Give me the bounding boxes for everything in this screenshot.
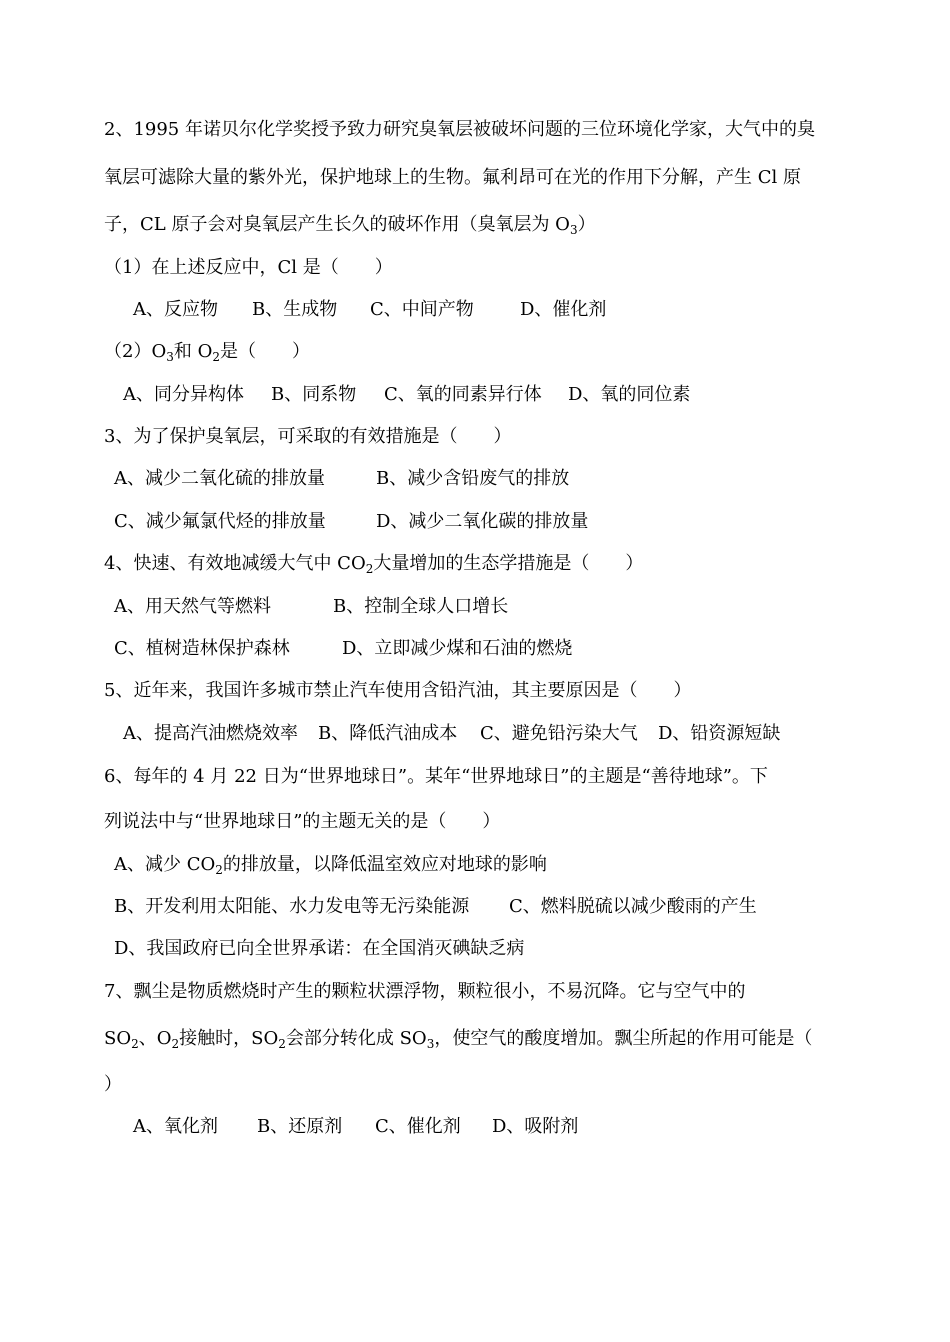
- q2-stem-text: ）: [577, 214, 596, 235]
- q7-stem-text: SO: [104, 1028, 132, 1049]
- q2-sub2-question: [104, 343, 310, 363]
- q7-stem-text: 接触时，SO: [179, 1028, 279, 1049]
- q6-option-b: B、开发利用太阳能、水力发电等无污染能源: [114, 896, 470, 917]
- q2-sub2-option-a: A、同分异构体: [123, 384, 244, 405]
- q6-option-a: [114, 856, 547, 876]
- q7-stem-line-1: 7、飘尘是物质燃烧时产生的颗粒状漂浮物，颗粒很小，不易沉降。它与空气中的: [104, 981, 746, 1002]
- q2-sub2-text: 和 O: [173, 341, 213, 362]
- q6-option-d: D、我国政府已向全世界承诺：在全国消灭碘缺乏病: [114, 938, 525, 959]
- q5-option-a: A、提高汽油燃烧效率: [123, 723, 298, 744]
- subscript: 2: [131, 1037, 139, 1051]
- q2-stem-line-1: 2、1995 年诺贝尔化学奖授予致力研究臭氧层被破坏问题的三位环境化学家，大气中的臭: [104, 119, 815, 140]
- q2-sub2-text: （2）O: [104, 341, 167, 362]
- q2-sub2-option-b: B、同系物: [271, 384, 357, 405]
- q2-sub2-option-d: D、氧的同位素: [568, 384, 691, 405]
- q7-stem-text: ，使空气的酸度增加。飘尘所起的作用可能是（: [434, 1028, 813, 1049]
- q7-option-b: B、还原剂: [257, 1116, 343, 1137]
- q2-stem-text: 子，CL 原子会对臭氧层产生长久的破坏作用（臭氧层为 O: [104, 214, 570, 235]
- q2-sub1-option-c: C、中间产物: [370, 299, 474, 320]
- subscript: 2: [215, 863, 223, 877]
- q4-option-b: B、控制全球人口增长: [333, 596, 509, 617]
- q3-option-d: D、减少二氧化碳的排放量: [376, 511, 589, 532]
- q2-sub1-question: （1）在上述反应中，Cl 是（ ）: [104, 257, 393, 278]
- q2-sub1-option-a: A、反应物: [133, 299, 218, 320]
- q4-option-c: C、植树造林保护森林: [114, 638, 290, 659]
- q6-option-a-text: A、减少 CO: [114, 854, 216, 875]
- q5-stem: 5、近年来，我国许多城市禁止汽车使用含铅汽油，其主要原因是（ ）: [104, 680, 692, 701]
- subscript: 3: [426, 1037, 435, 1051]
- q7-option-d: D、吸附剂: [492, 1116, 579, 1137]
- q6-stem-line-1: 6、每年的 4 月 22 日为“世界地球日”。某年“世界地球日”的主题是“善待地球”。下: [104, 766, 768, 787]
- q7-stem-text: 会部分转化成 SO: [285, 1028, 427, 1049]
- q7-option-c: C、催化剂: [375, 1116, 461, 1137]
- q2-stem-line-3: [104, 216, 596, 236]
- q7-stem-line-3: ）: [104, 1074, 122, 1095]
- subscript: 2: [171, 1037, 180, 1051]
- q3-option-c: C、减少氟氯代烃的排放量: [114, 511, 326, 532]
- q2-sub2-option-c: C、氧的同素异行体: [384, 384, 542, 405]
- q5-option-c: C、避免铅污染大气: [480, 723, 638, 744]
- subscript: 3: [569, 223, 578, 237]
- subscript: 2: [278, 1037, 286, 1051]
- q2-stem-line-2: 氧层可滤除大量的紫外光，保护地球上的生物。氟利昂可在光的作用下分解，产生 Cl 原: [104, 167, 801, 188]
- subscript: 2: [365, 562, 374, 576]
- q4-stem-text: 4、快速、有效地减缓大气中 CO: [104, 553, 366, 574]
- q6-option-a-text: 的排放量，以降低温室效应对地球的影响: [222, 854, 547, 875]
- q4-stem: [104, 555, 643, 575]
- q2-sub2-text: 是（ ）: [219, 341, 310, 362]
- q5-option-d: D、铅资源短缺: [658, 723, 781, 744]
- q2-sub1-option-d: D、催化剂: [520, 299, 607, 320]
- q7-stem-line-2: [104, 1030, 812, 1050]
- q6-option-c: C、燃料脱硫以减少酸雨的产生: [509, 896, 757, 917]
- q3-option-b: B、减少含铅废气的排放: [376, 468, 570, 489]
- q4-stem-text: 大量增加的生态学措施是（ ）: [373, 553, 644, 574]
- q3-stem: 3、为了保护臭氧层，可采取的有效措施是（ ）: [104, 426, 512, 447]
- q2-sub1-option-b: B、生成物: [252, 299, 338, 320]
- q4-option-a: A、用天然气等燃料: [114, 596, 271, 617]
- q7-stem-text: 、O: [138, 1028, 172, 1049]
- q7-option-a: A、氧化剂: [133, 1116, 218, 1137]
- subscript: 3: [166, 350, 174, 364]
- q6-stem-line-2: 列说法中与“世界地球日”的主题无关的是（ ）: [104, 811, 501, 832]
- q5-option-b: B、降低汽油成本: [318, 723, 458, 744]
- q3-option-a: A、减少二氧化硫的排放量: [114, 468, 325, 489]
- q4-option-d: D、立即减少煤和石油的燃烧: [342, 638, 573, 659]
- subscript: 2: [212, 350, 220, 364]
